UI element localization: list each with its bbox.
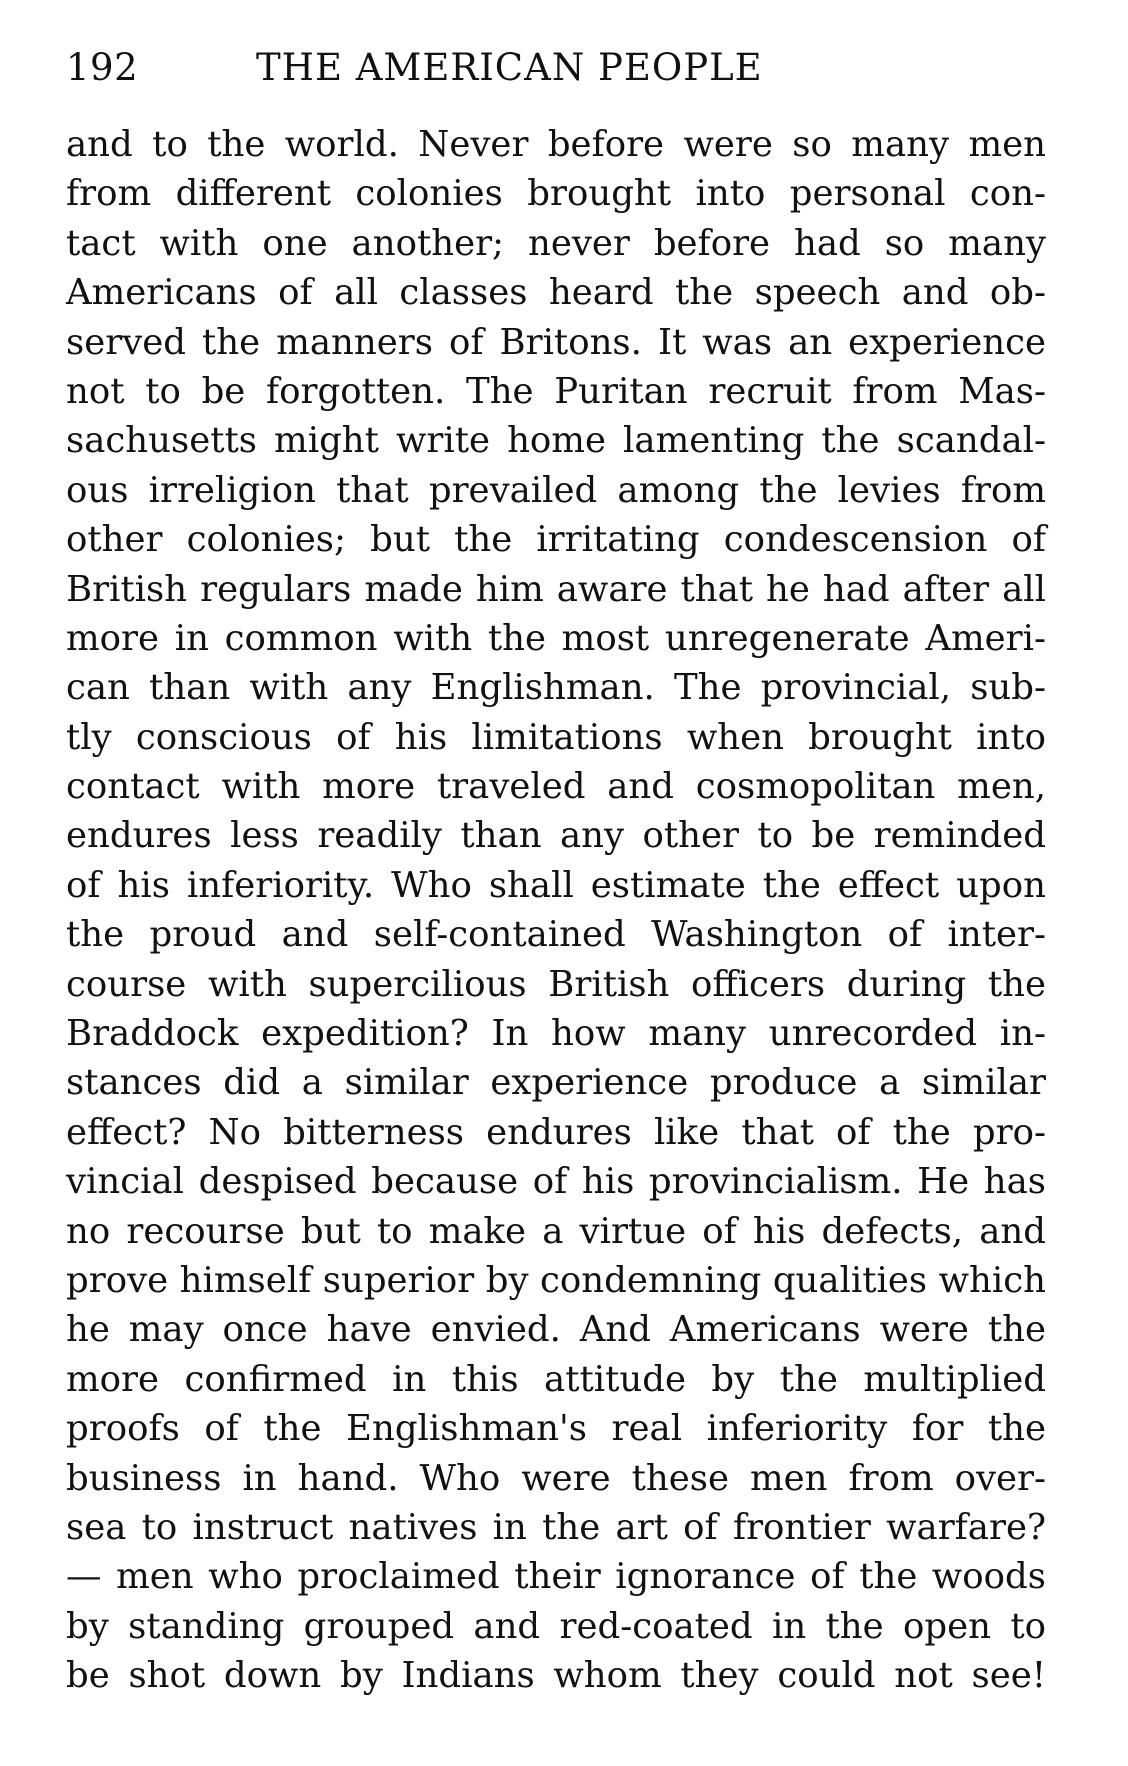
text-line: vincial despised because of his provincialism. He has [66,1161,1046,1203]
text-line: no recourse but to make a virtue of his defects, and [66,1210,1046,1252]
text-line: the proud and self-contained Washington of inter- [66,914,1046,956]
text-line: be shot down by Indians whom they could not see! [66,1655,1046,1697]
text-line: from different colonies brought into personal con- [66,173,1046,215]
running-title: THE AMERICAN PEOPLE [256,46,763,89]
text-line: prove himself superior by condemning qualities which [66,1259,1046,1301]
text-line: stances did a similar experience produce a similar [66,1062,1046,1104]
text-line: sachusetts might write home lamenting the scandal- [66,420,1046,462]
running-head [66,46,1038,94]
text-line: effect? No bitterness endures like that of the pro- [66,1111,1046,1153]
text-line: ous irreligion that prevailed among the levies from [66,469,1046,511]
text-line: more confirmed in this attitude by the multiplied [66,1358,1046,1400]
text-line: can than with any Englishman. The provincial, sub- [66,667,1046,709]
text-line: he may once have envied. And Americans were the [66,1309,1046,1351]
text-line: tly conscious of his limitations when brought into [66,716,1046,758]
text-line: business in hand. Who were these men from over- [66,1457,1046,1499]
text-line: served the manners of Britons. It was an experience [66,321,1046,363]
text-line: by standing grouped and red-coated in the open to [66,1605,1046,1647]
text-line: more in common with the most unregenerate Ameri- [66,617,1046,659]
text-line: other colonies; but the irritating condescension of [66,519,1046,561]
text-line: proofs of the Englishman's real inferiority for the [66,1408,1046,1450]
body-text [66,120,1046,1701]
page-number: 192 [66,46,139,89]
text-line: British regulars made him aware that he had after all [66,568,1046,610]
text-line: contact with more traveled and cosmopolitan men, [66,766,1046,808]
text-line: of his inferiority. Who shall estimate the effect upon [66,864,1046,906]
text-line: not to be forgotten. The Puritan recruit from Mas- [66,370,1046,412]
text-line: — men who proclaimed their ignorance of the woods [66,1556,1046,1598]
text-line: and to the world. Never before were so many men [66,124,1046,165]
text-line: sea to instruct natives in the art of frontier warfare? [66,1506,1046,1548]
text-line: Americans of all classes heard the speech and ob- [66,272,1046,314]
text-line: Braddock expedition? In how many unrecorded in- [66,1013,1046,1055]
text-line: course with supercilious British officers during the [66,963,1046,1005]
text-line: endures less readily than any other to be reminded [66,815,1046,857]
text-line: tact with one another; never before had so many [66,222,1046,264]
